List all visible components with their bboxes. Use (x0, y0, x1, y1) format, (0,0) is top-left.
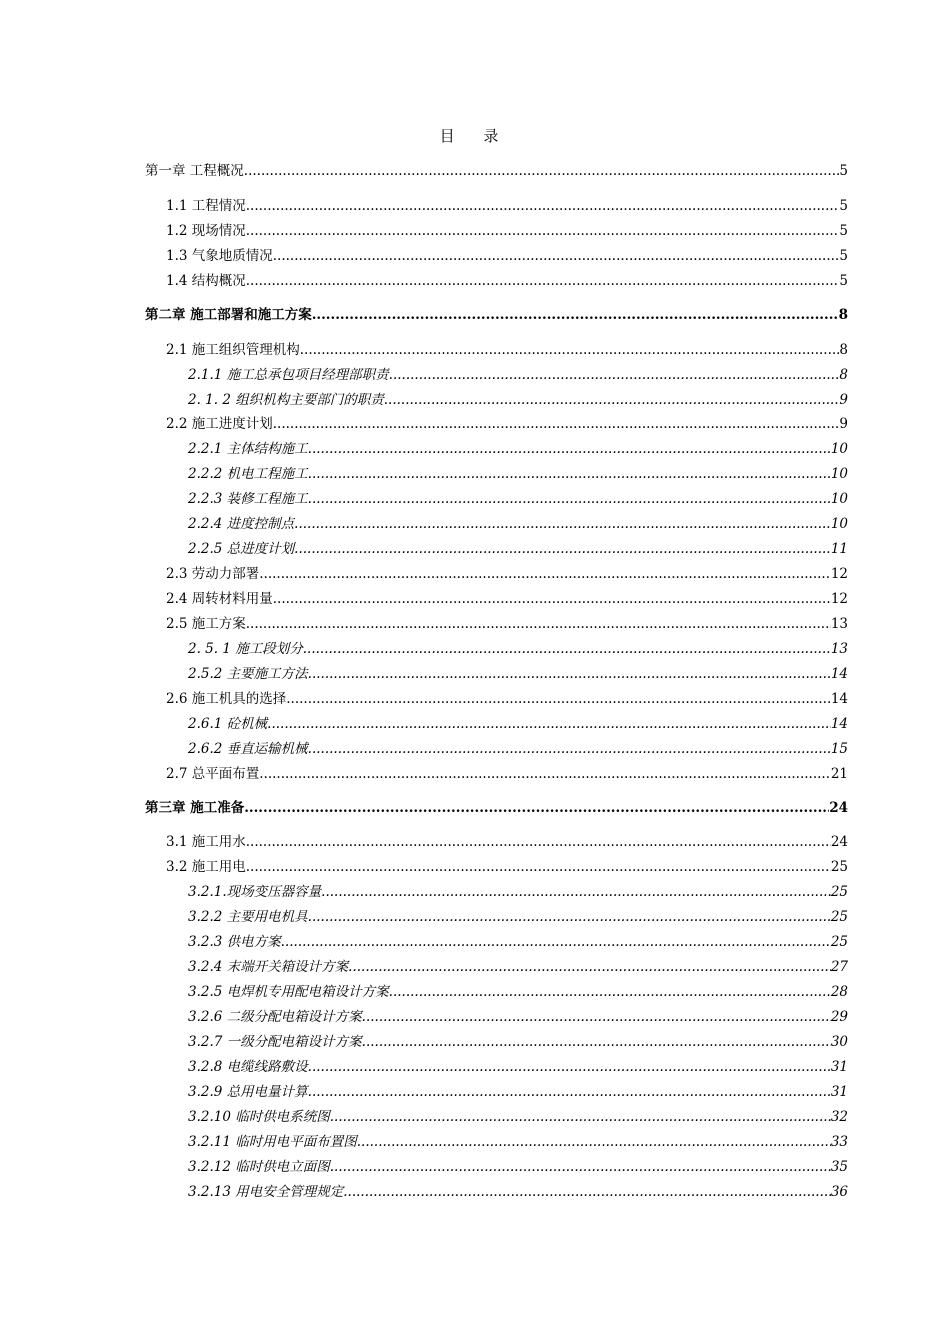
toc-entry-label: 2.2.1 主体结构施工 (188, 441, 308, 457)
toc-leader-dots (273, 246, 840, 266)
toc-leader-dots (246, 271, 840, 291)
toc-entry-label: 3.2.8 电缆线路敷设 (188, 1059, 308, 1075)
toc-leader-dots (303, 639, 831, 659)
toc-entry-label: 2.3 劳动力部署 (166, 566, 260, 582)
toc-entry-label: 3.2.1.现场变压器容量 (188, 884, 322, 900)
toc-entry[interactable] (166, 246, 848, 266)
toc-entry-label: 3.2.13 用电安全管理规定 (188, 1184, 344, 1200)
toc-entry-label: 3.2.9 总用电量计算 (188, 1084, 308, 1100)
toc-leader-dots (389, 365, 840, 385)
toc-entry-label: 第一章 工程概况 (145, 163, 244, 179)
toc-leader-dots (259, 564, 831, 584)
toc-entry[interactable] (188, 639, 848, 659)
toc-leader-dots (246, 614, 831, 634)
toc-entry[interactable] (188, 907, 848, 927)
toc-leader-dots (273, 414, 840, 434)
toc-leader-dots (330, 1157, 831, 1177)
toc-entry-label: 2.2 施工进度计划 (166, 416, 273, 432)
toc-entry-label: 2.6.1 砼机械 (188, 716, 268, 732)
toc-entry-label: 2.1.1 施工总承包项目经理部职责 (188, 367, 389, 383)
toc-entry-page: 29 (830, 1009, 848, 1025)
toc-entry[interactable] (188, 1182, 848, 1202)
toc-entry-label: 2. 1. 2 组织机构主要部门的职责 (188, 392, 384, 408)
toc-entry-page: 25 (830, 909, 848, 925)
toc-entry-label: 2.2.3 装修工程施工 (188, 491, 308, 507)
toc-entry-page: 35 (830, 1159, 848, 1175)
toc-entry-page: 14 (830, 666, 848, 682)
toc-entry-page: 8 (838, 307, 848, 323)
toc-entry[interactable] (188, 1107, 848, 1127)
toc-entry-page: 14 (830, 691, 848, 707)
toc-entry[interactable] (166, 589, 848, 609)
toc-leader-dots (246, 857, 831, 877)
toc-entry[interactable] (166, 614, 848, 634)
toc-entry-label: 2.6 施工机具的选择 (166, 691, 287, 707)
toc-leader-dots (308, 489, 831, 509)
toc-entry-page: 25 (830, 934, 848, 950)
toc-entry-page: 21 (830, 766, 848, 782)
toc-entry-page: 24 (830, 834, 848, 850)
toc-entry-label: 2. 5. 1 施工段划分 (188, 641, 303, 657)
toc-entry-label: 2.2.5 总进度计划 (188, 541, 295, 557)
toc-leader-dots (362, 1007, 831, 1027)
toc-leader-dots (389, 982, 831, 1002)
toc-leader-dots (246, 221, 840, 241)
toc-entry[interactable] (188, 664, 848, 684)
page-title: 目 录 (439, 127, 511, 145)
toc-entry[interactable] (166, 271, 848, 291)
toc-leader-dots (308, 1082, 831, 1102)
toc-entry-page: 12 (830, 591, 848, 607)
toc-entry[interactable] (166, 764, 848, 784)
toc-entry[interactable] (188, 514, 848, 534)
toc-entry-page: 5 (839, 163, 848, 179)
toc-entry-page: 13 (830, 616, 848, 632)
toc-leader-dots (286, 689, 831, 709)
toc-entry[interactable] (188, 390, 848, 410)
toc-entry-page: 10 (830, 441, 848, 457)
toc-entry-page: 9 (839, 392, 848, 408)
toc-entry-page: 36 (830, 1184, 848, 1200)
toc-leader-dots (321, 882, 831, 902)
toc-entry-label: 2.1 施工组织管理机构 (166, 342, 300, 358)
toc-leader-dots (343, 1182, 831, 1202)
toc-leader-dots (246, 832, 831, 852)
toc-entry-label: 2.5.2 主要施工方法 (188, 666, 308, 682)
toc-entry-page: 31 (830, 1084, 848, 1100)
toc-leader-dots (244, 161, 840, 181)
toc-leader-dots (273, 589, 831, 609)
toc-entry[interactable] (166, 857, 848, 877)
toc-entry-label: 3.2.5 电焊机专用配电箱设计方案 (188, 984, 389, 1000)
toc-entry[interactable] (166, 414, 848, 434)
toc-entry-label: 2.2.2 机电工程施工 (188, 466, 308, 482)
toc-leader-dots (308, 464, 831, 484)
toc-leader-dots (357, 1132, 831, 1152)
toc-leader-dots (308, 907, 831, 927)
toc-entry-label: 3.2.10 临时供电系统图 (188, 1109, 330, 1125)
toc-entry-label: 2.2.4 进度控制点 (188, 516, 295, 532)
toc-entry-label: 3.2.3 供电方案 (188, 934, 281, 950)
toc-entry-label: 3.2.6 二级分配电箱设计方案 (188, 1009, 362, 1025)
toc-leader-dots (259, 764, 831, 784)
toc-entry[interactable] (188, 882, 848, 902)
toc-entry-page: 12 (830, 566, 848, 582)
toc-leader-dots (294, 514, 831, 534)
toc-entry[interactable] (188, 1032, 848, 1052)
toc-entry-label: 2.5 施工方案 (166, 616, 246, 632)
toc-entry-label: 第二章 施工部署和施工方案 (145, 307, 312, 323)
toc-entry-label: 2.4 周转材料用量 (166, 591, 273, 607)
toc-entry-page: 14 (830, 716, 848, 732)
toc-entry[interactable] (166, 221, 848, 241)
toc-entry-page: 5 (839, 248, 848, 264)
toc-entry-page: 5 (839, 273, 848, 289)
toc-entry[interactable] (188, 1007, 848, 1027)
toc-entry-page: 10 (830, 491, 848, 507)
toc-entry[interactable] (166, 832, 848, 852)
toc-leader-dots (312, 305, 839, 325)
toc-entry-label: 1.2 现场情况 (166, 223, 246, 239)
toc-entry-label: 2.6.2 垂直运输机械 (188, 741, 308, 757)
toc-entry-page: 25 (830, 884, 848, 900)
toc-entry[interactable] (188, 464, 848, 484)
toc-entry-page: 13 (830, 641, 848, 657)
toc-entry[interactable] (188, 714, 848, 734)
toc-entry-label: 1.4 结构概况 (166, 273, 246, 289)
toc-entry-page: 8 (839, 367, 848, 383)
toc-entry-page: 8 (839, 342, 848, 358)
toc-entry-page: 5 (839, 223, 848, 239)
toc-entry-page: 32 (830, 1109, 848, 1125)
toc-entry-page: 10 (830, 466, 848, 482)
toc-entry-label: 1.1 工程情况 (166, 198, 246, 214)
toc-entry-label: 2.7 总平面布置 (166, 766, 260, 782)
toc-entry-label: 3.2.4 末端开关箱设计方案 (188, 959, 349, 975)
toc-leader-dots (267, 714, 831, 734)
toc-leader-dots (330, 1107, 831, 1127)
toc-entry-label: 3.2.11 临时用电平面布置图 (188, 1134, 357, 1150)
toc-entry[interactable] (166, 196, 848, 216)
toc-entry[interactable] (188, 539, 848, 559)
toc-leader-dots (281, 932, 831, 952)
toc-entry[interactable] (188, 932, 848, 952)
toc-entry-page: 24 (829, 800, 848, 816)
toc-leader-dots (308, 739, 831, 759)
toc-leader-dots (384, 390, 840, 410)
toc-entry[interactable] (188, 957, 848, 977)
toc-entry-page: 33 (830, 1134, 848, 1150)
toc-entry-page: 11 (830, 541, 848, 557)
toc-entry-label: 3.2.12 临时供电立面图 (188, 1159, 330, 1175)
toc-entry[interactable] (166, 689, 848, 709)
toc-entry-page: 9 (839, 416, 848, 432)
toc-leader-dots (308, 439, 831, 459)
toc-entry-page: 25 (830, 859, 848, 875)
toc-entry-page: 30 (830, 1034, 848, 1050)
toc-entry-page: 31 (830, 1059, 848, 1075)
toc-entry-label: 3.2.2 主要用电机具 (188, 909, 308, 925)
toc-entry-page: 5 (839, 198, 848, 214)
toc-leader-dots (300, 340, 840, 360)
toc-entry[interactable] (188, 489, 848, 509)
toc-entry[interactable] (188, 439, 848, 459)
toc-entry[interactable] (145, 798, 848, 818)
toc-leader-dots (244, 798, 829, 818)
toc-entry-label: 第三章 施工准备 (145, 800, 245, 816)
toc-entry[interactable] (188, 365, 848, 385)
toc-leader-dots (362, 1032, 831, 1052)
toc-entry-label: 3.1 施工用水 (166, 834, 246, 850)
toc-entry[interactable] (166, 340, 848, 360)
toc-entry[interactable] (145, 161, 848, 181)
toc-entry-page: 10 (830, 516, 848, 532)
toc-entry-label: 3.2.7 一级分配电箱设计方案 (188, 1034, 362, 1050)
toc-entry-page: 27 (830, 959, 848, 975)
toc-entry-page: 28 (830, 984, 848, 1000)
toc-entry[interactable] (166, 564, 848, 584)
toc-leader-dots (308, 664, 831, 684)
toc-entry[interactable] (188, 982, 848, 1002)
toc-entry[interactable] (188, 1157, 848, 1177)
toc-entry[interactable] (188, 739, 848, 759)
toc-entry-page: 15 (830, 741, 848, 757)
toc-entry[interactable] (188, 1082, 848, 1102)
toc-entry[interactable] (145, 305, 848, 325)
toc-leader-dots (348, 957, 831, 977)
toc-entry-label: 1.3 气象地质情况 (166, 248, 273, 264)
toc-leader-dots (294, 539, 831, 559)
toc-entry[interactable] (188, 1057, 848, 1077)
toc-leader-dots (246, 196, 840, 216)
toc-entry[interactable] (188, 1132, 848, 1152)
toc-leader-dots (308, 1057, 831, 1077)
toc-entry-label: 3.2 施工用电 (166, 859, 246, 875)
